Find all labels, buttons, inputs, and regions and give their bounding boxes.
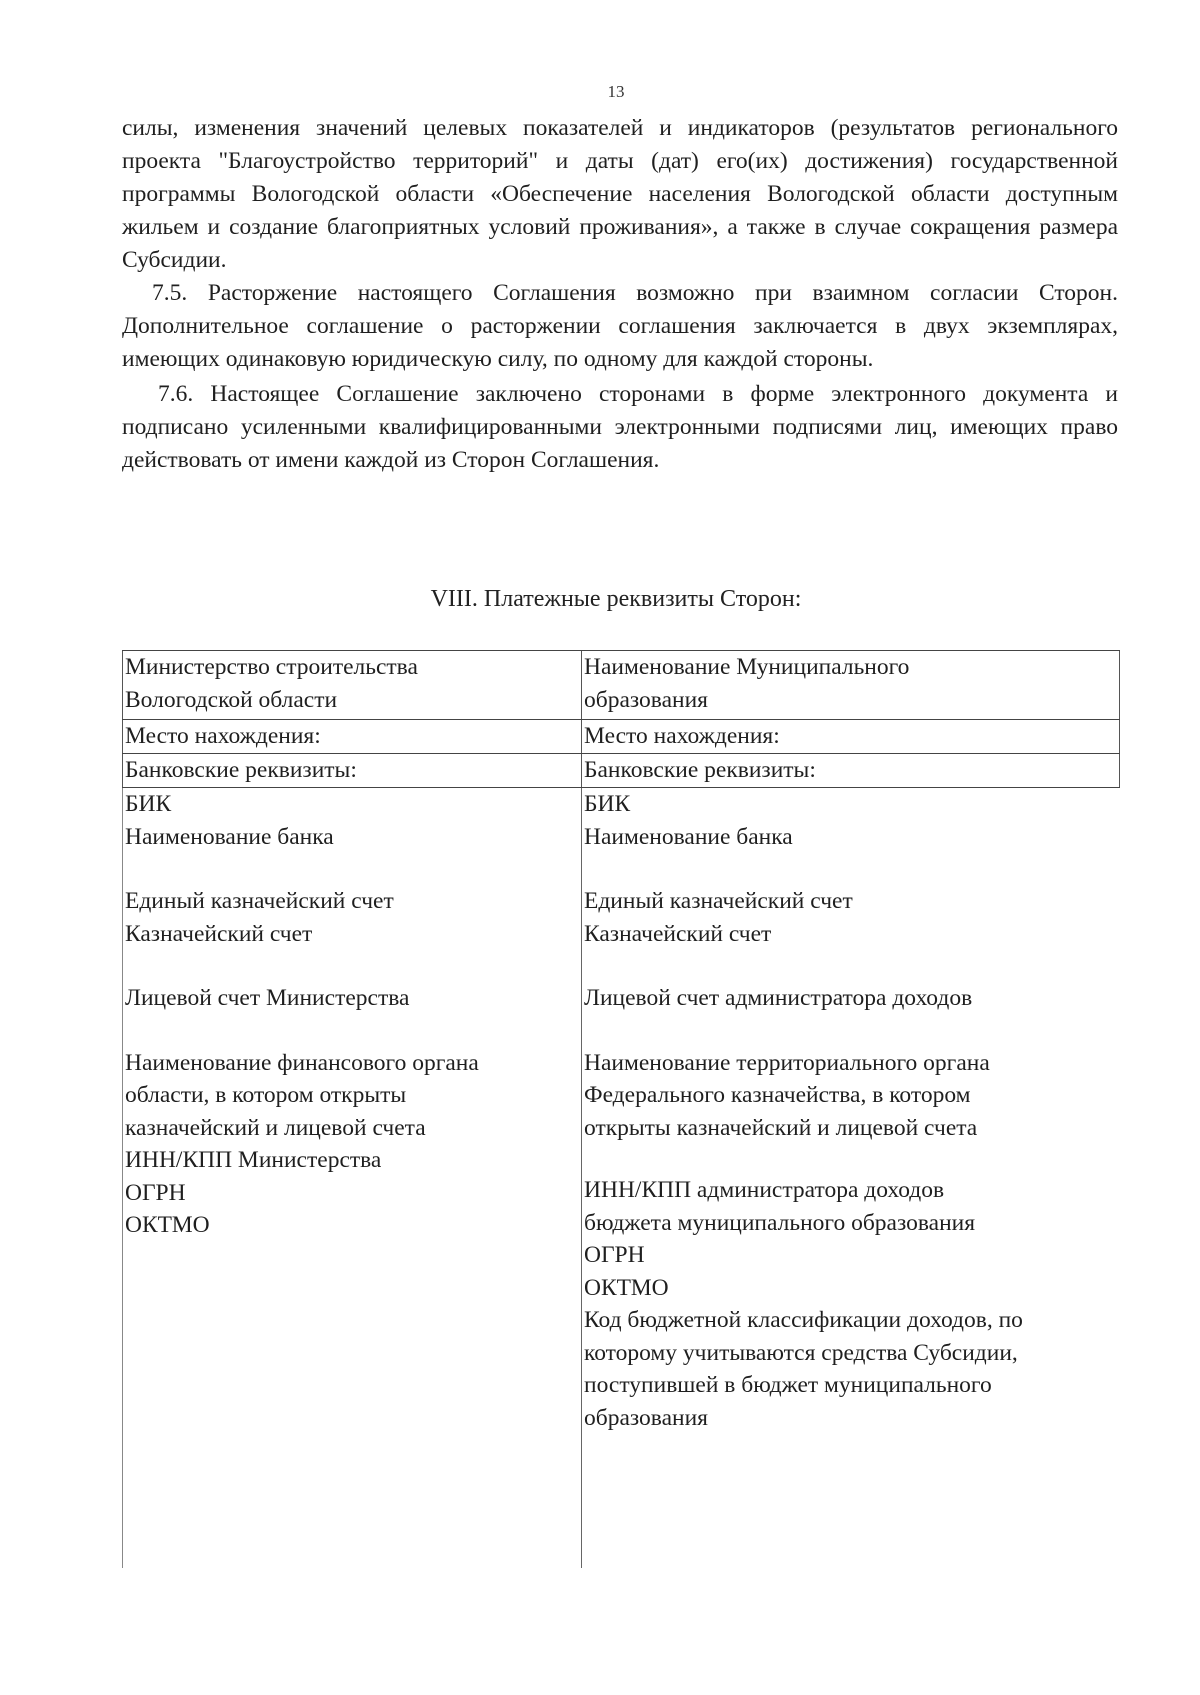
municipality-name-line: образования <box>584 686 708 713</box>
kbk-label-line: образования <box>584 1404 708 1431</box>
fin-org-label-line: Наименование финансового органа <box>125 1049 479 1076</box>
treasury-account-label: Казначейский счет <box>125 920 313 947</box>
personal-account-label: Лицевой счет Министерства <box>125 985 410 1011</box>
ministry-name-cell <box>122 651 581 719</box>
oktmo-label: ОКТМО <box>584 1274 669 1301</box>
inn-kpp-label-line: бюджета муниципального образования <box>584 1209 976 1236</box>
ministry-details-cell <box>122 788 581 1568</box>
terr-org-label-line: открыты казначейский и лицевой счета <box>584 1114 978 1141</box>
table-row-header <box>122 650 1120 719</box>
municipality-name-line: Наименование Муниципального <box>584 654 910 680</box>
table-row-location <box>122 719 1120 753</box>
single-treasury-account-label: Единый казначейский счет <box>125 888 394 914</box>
bik-label: БИК <box>125 791 172 817</box>
section-title: VIII. Платежные реквизиты Сторон: <box>430 586 802 612</box>
municipality-location-cell: Место нахождения: <box>581 720 1120 753</box>
paragraph-continuation: силы, изменения значений целевых показателей и индикаторов (результатов регионального проекта "Благоустройство территорий" и даты (дат) его(их) достижения) государственной программы Вологодской области «Обеспечение населения Вологодской области доступным жильем и создание благоприятных условий проживания», а также в случае сокращения размера Субсидии. <box>122 115 1118 273</box>
fin-org-label-line: казначейский и лицевой счета <box>125 1114 426 1141</box>
municipality-name-cell <box>581 651 1120 719</box>
ministry-location-cell: Место нахождения: <box>122 720 581 753</box>
ministry-bank-details-cell: Банковские реквизиты: <box>122 754 581 787</box>
kbk-label-line: поступившей в бюджет муниципального <box>584 1372 992 1398</box>
bank-name-label: Наименование банка <box>584 823 793 850</box>
municipality-details-cell <box>581 788 1120 1568</box>
page-number: 13 <box>607 82 625 101</box>
terr-org-label-line: Федерального казначейства, в котором <box>584 1082 971 1108</box>
kbk-label-line: которому учитываются средства Субсидии, <box>584 1339 1018 1366</box>
municipality-bank-details-cell: Банковские реквизиты: <box>581 754 1120 787</box>
inn-kpp-label-line: ИНН/КПП администратора доходов <box>584 1177 945 1203</box>
ministry-name-line: Вологодской области <box>125 686 338 713</box>
oktmo-label: ОКТМО <box>125 1212 210 1238</box>
table-row-bank-details <box>122 753 1120 787</box>
personal-account-label: Лицевой счет администратора доходов <box>584 985 973 1011</box>
terr-org-label-line: Наименование территориального органа <box>584 1049 990 1076</box>
ogrn-label: ОГРН <box>584 1242 645 1268</box>
bank-name-label: Наименование банка <box>125 823 334 850</box>
table-row-details <box>122 787 1120 1568</box>
paragraph-7-5: 7.5. Расторжение настоящего Соглашения возможно при взаимном согласии Сторон. Дополнительное соглашение о расторжении соглашения заключается в двух экземплярах, имеющих одинаковую юридическую силу, по одному для каждой стороны. <box>122 280 1118 372</box>
fin-org-label-line: области, в котором открыты <box>125 1082 407 1108</box>
single-treasury-account-label: Единый казначейский счет <box>584 888 853 914</box>
payment-requisites-table <box>122 650 1120 1568</box>
bik-label: БИК <box>584 791 631 817</box>
inn-kpp-label: ИНН/КПП Министерства <box>125 1147 382 1173</box>
body-text <box>122 112 1118 477</box>
treasury-account-label: Казначейский счет <box>584 920 772 947</box>
ministry-name-line: Министерство строительства <box>125 654 418 680</box>
ogrn-label: ОГРН <box>125 1179 186 1206</box>
paragraph-7-6: 7.6. Настоящее Соглашение заключено сторонами в форме электронного документа и подписано усиленными квалифицированными электронными подписями лиц, имеющих право действовать от имени каждой из Сторон Соглашения. <box>122 381 1118 473</box>
kbk-label-line: Код бюджетной классификации доходов, по <box>584 1307 1023 1333</box>
